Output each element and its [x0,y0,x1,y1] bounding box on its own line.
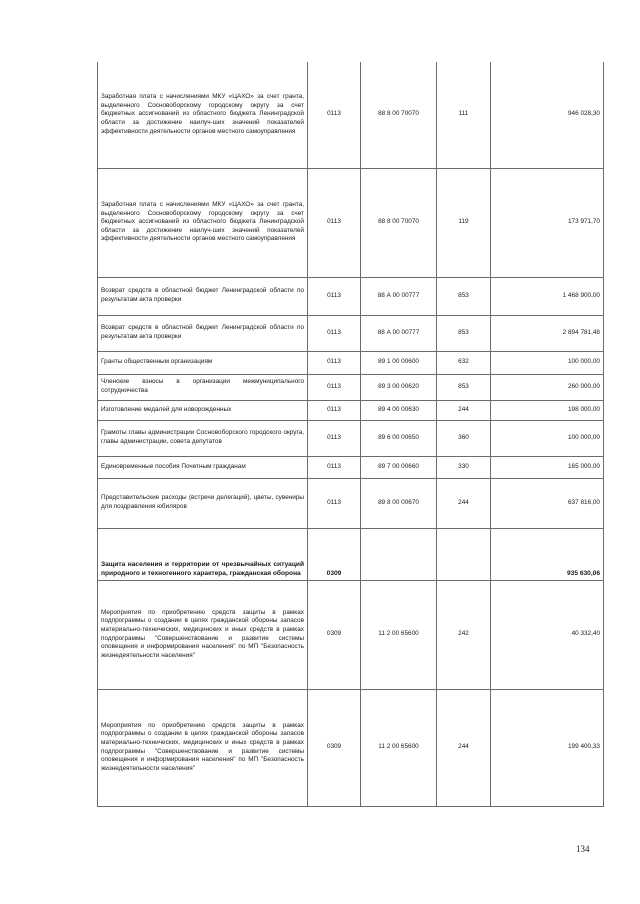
target-article: 11 2 00 65600 [361,689,437,806]
section-total-row [98,528,604,580]
section-code: 0309 [308,528,361,580]
target-article: 88 8 00 70070 [361,62,437,168]
expense-type: 330 [437,456,491,478]
section-code: 0113 [308,478,361,528]
expense-type: 111 [437,62,491,168]
amount: 637 816,00 [491,478,604,528]
expense-name: Представительские расходы (встречи делегаций), цветы, сувениры для поздравления юбиляров [98,478,308,528]
section-code: 0113 [308,400,361,420]
amount: 40 332,40 [491,580,604,689]
amount: 260 000,00 [491,374,604,400]
table-row [98,456,604,478]
expense-type: 853 [437,315,491,351]
amount: 199 400,33 [491,689,604,806]
amount: 1 468 900,00 [491,277,604,315]
section-code: 0113 [308,315,361,351]
target-article: 89 1 00 00600 [361,351,437,374]
target-article: 88 А 00 00777 [361,277,437,315]
expense-type: 360 [437,420,491,456]
expense-name: Гранты общественным организациям [98,351,308,374]
budget-table [97,62,604,807]
section-code: 0113 [308,277,361,315]
table-row [98,62,604,168]
section-code: 0309 [308,580,361,689]
target-article: 89 7 00 00660 [361,456,437,478]
expense-type: 632 [437,351,491,374]
section-code: 0113 [308,62,361,168]
page-number: 134 [576,844,590,854]
expense-type: 244 [437,400,491,420]
section-code: 0113 [308,420,361,456]
expense-name: Единовременные пособия Почетным гражданам [98,456,308,478]
expense-type: 119 [437,168,491,277]
section-code: 0309 [308,689,361,806]
target-article: 89 6 00 00650 [361,420,437,456]
expense-name: Членские взносы в организации межмуниципального сотрудничества [98,374,308,400]
amount: 100 000,00 [491,420,604,456]
expense-name: Мероприятия по приобретению средств защиты в рамках подпрограммы о создании в целях гражданской обороны запасов материально-технических, медицинских и иных средств в рамках подпрограммы "Совершенствование и развитие системы оповещения и информирования населения" по МП "Безопасность жизнедеятельности населения" [98,689,308,806]
target-article: 89 8 00 00670 [361,478,437,528]
expense-name: Возврат средств в областной бюджет Ленинградской области по результатам акта проверки [98,315,308,351]
expense-name: Грамоты главы администрации Сосновоборского городского округа, главы администрации, совета депутатов [98,420,308,456]
target-article: 89 3 00 00620 [361,374,437,400]
amount: 198 000,00 [491,400,604,420]
table-row [98,277,604,315]
amount: 165 000,00 [491,456,604,478]
section-name: Защита населения и территории от чрезвычайных ситуаций природного и техногенного характера, гражданская оборона [98,528,308,580]
table-row [98,420,604,456]
amount: 2 894 781,48 [491,315,604,351]
section-code: 0113 [308,351,361,374]
target-article: 89 4 00 00630 [361,400,437,420]
table-row [98,580,604,689]
table-row [98,400,604,420]
target-article: 88 А 00 00777 [361,315,437,351]
expense-type: 853 [437,374,491,400]
expense-type: 244 [437,689,491,806]
target-article [361,528,437,580]
amount: 946 028,30 [491,62,604,168]
expense-type: 244 [437,478,491,528]
amount: 100 000,00 [491,351,604,374]
expense-type [437,528,491,580]
expense-name: Возврат средств в областной бюджет Ленинградской области по результатам акта проверки [98,277,308,315]
expense-name: Мероприятия по приобретению средств защиты в рамках подпрограммы о создании в целях гражданской обороны запасов материально-технических, медицинских и иных средств в рамках подпрограммы "Совершенствование и развитие системы оповещения и информирования населения" по МП "Безопасность жизнедеятельности населения" [98,580,308,689]
expense-type: 242 [437,580,491,689]
expense-name: Заработная плата с начислениями МКУ «ЦАХО» за счет гранта, выделенного Сосновоборскому городскому округу за счет бюджетных ассигнований из областного бюджета Ленинградской области за достижение наилуч-ших значений показателей эффективности деятельности органов местного самоуправления [98,62,308,168]
section-code: 0113 [308,168,361,277]
expense-type: 853 [437,277,491,315]
amount: 173 971,70 [491,168,604,277]
table-row [98,351,604,374]
target-article: 88 8 00 70070 [361,168,437,277]
table-row [98,315,604,351]
table-row [98,478,604,528]
table-row [98,689,604,806]
table-row [98,168,604,277]
expense-name: Заработная плата с начислениями МКУ «ЦАХО» за счет гранта, выделенного Сосновоборскому городскому округу за счет бюджетных ассигнований из областного бюджета Ленинградской области за достижение наилуч-ших значений показателей эффективности деятельности органов местного самоуправления [98,168,308,277]
table-row [98,374,604,400]
target-article: 11 2 00 65600 [361,580,437,689]
expense-name: Изготовление медалей для новорожденных [98,400,308,420]
section-code: 0113 [308,456,361,478]
section-code: 0113 [308,374,361,400]
section-amount: 935 630,06 [491,528,604,580]
